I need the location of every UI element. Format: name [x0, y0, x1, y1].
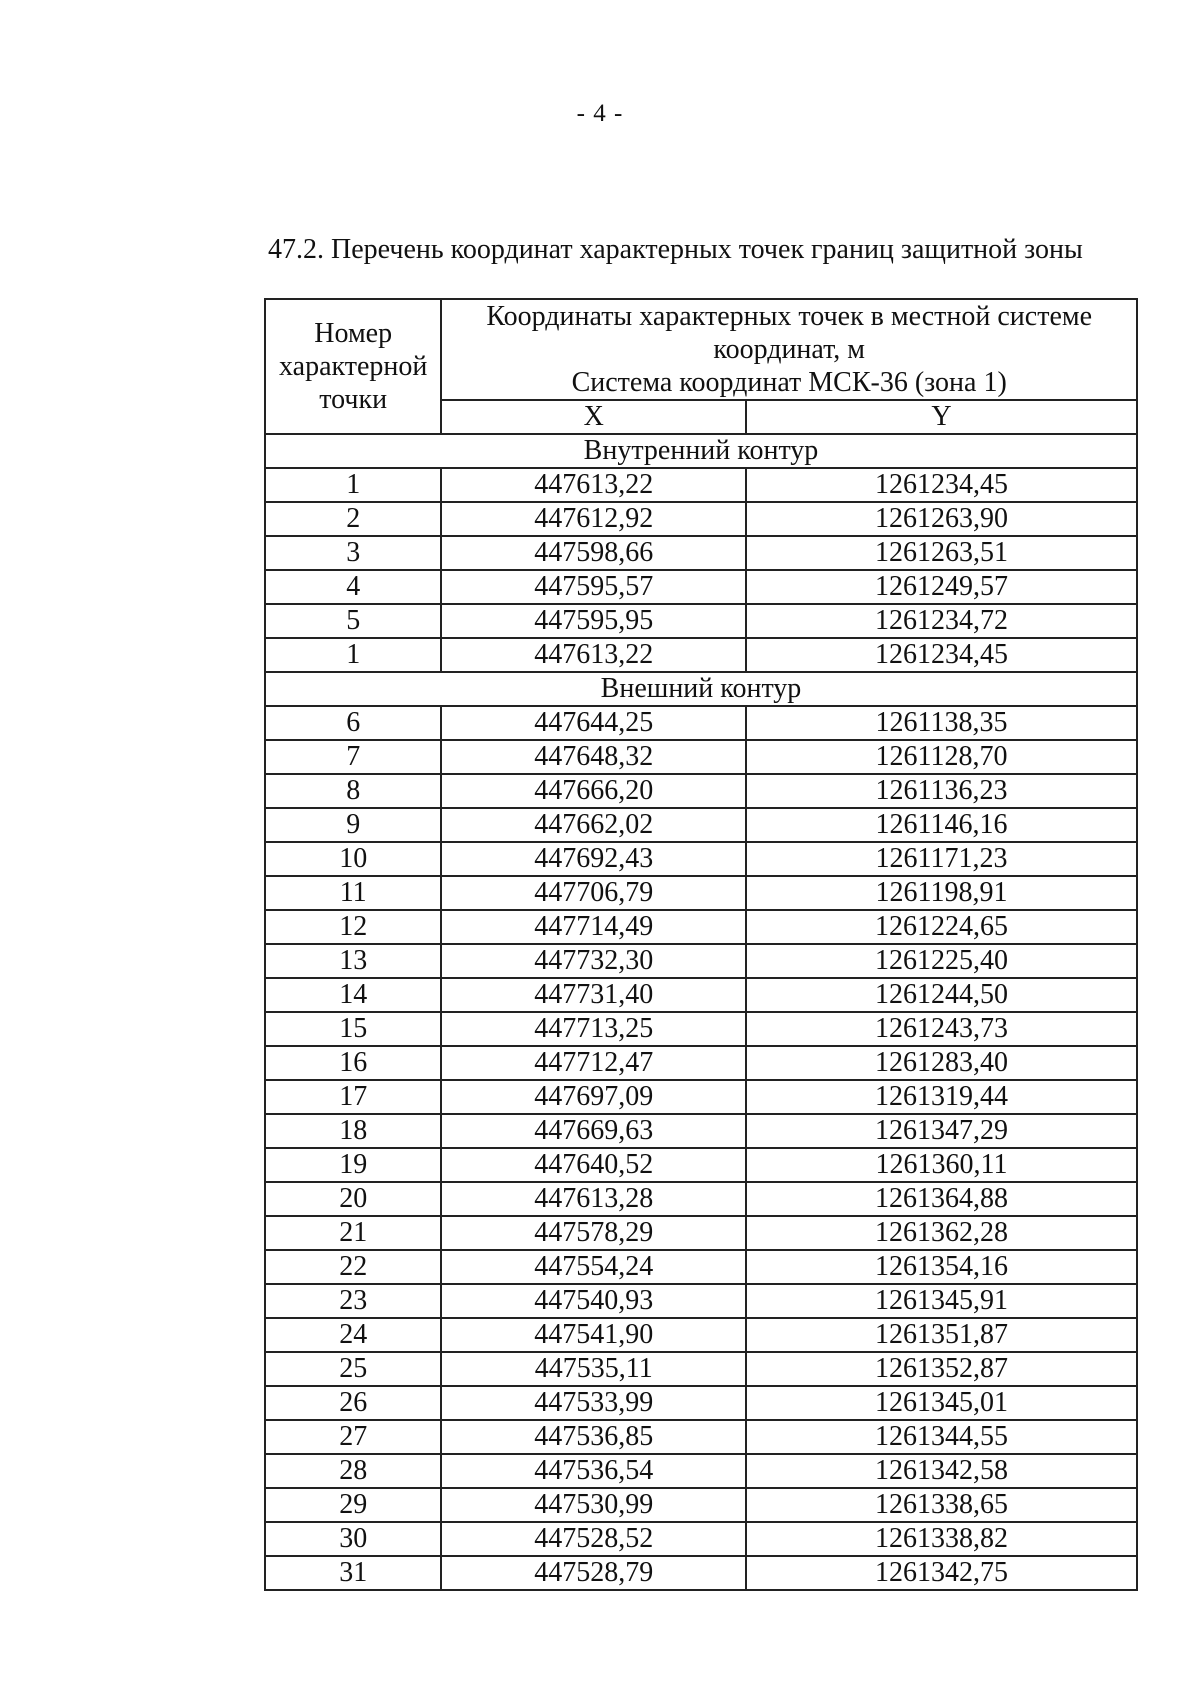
x-coordinate-cell: 447578,29: [441, 1216, 746, 1250]
x-coordinate-cell: 447595,57: [441, 570, 746, 604]
point-number-cell: 20: [265, 1182, 441, 1216]
x-coordinate-cell: 447541,90: [441, 1318, 746, 1352]
x-coordinate-cell: 447528,79: [441, 1556, 746, 1590]
y-coordinate-cell: 1261198,91: [746, 876, 1137, 910]
point-number-cell: 29: [265, 1488, 441, 1522]
x-coordinate-cell: 447613,22: [441, 468, 746, 502]
y-coordinate-cell: 1261136,23: [746, 774, 1137, 808]
table-row: [265, 842, 1137, 876]
point-number-cell: 26: [265, 1386, 441, 1420]
table-row: [265, 808, 1137, 842]
point-number-cell: 13: [265, 944, 441, 978]
y-column-header: Y: [746, 400, 1137, 434]
point-number-cell: 1: [265, 468, 441, 502]
y-coordinate-cell: 1261263,90: [746, 502, 1137, 536]
page-number: - 4 -: [576, 100, 624, 127]
table-row: [265, 1080, 1137, 1114]
table-row: [265, 876, 1137, 910]
point-number-cell: 25: [265, 1352, 441, 1386]
table-row: [265, 910, 1137, 944]
x-coordinate-cell: 447669,63: [441, 1114, 746, 1148]
point-number-cell: 15: [265, 1012, 441, 1046]
y-coordinate-cell: 1261171,23: [746, 842, 1137, 876]
point-number-cell: 19: [265, 1148, 441, 1182]
x-coordinate-cell: 447712,47: [441, 1046, 746, 1080]
point-number-header-line: Номер: [314, 318, 393, 349]
point-number-cell: 18: [265, 1114, 441, 1148]
y-coordinate-cell: 1261319,44: [746, 1080, 1137, 1114]
x-coordinate-cell: 447666,20: [441, 774, 746, 808]
table-row: [265, 774, 1137, 808]
coordinates-header-line: Координаты характерных точек в местной системе: [486, 301, 1093, 332]
point-number-cell: 23: [265, 1284, 441, 1318]
x-coordinate-cell: 447714,49: [441, 910, 746, 944]
y-coordinate-cell: 1261360,11: [746, 1148, 1137, 1182]
y-coordinate-cell: 1261234,45: [746, 468, 1137, 502]
table-row: [265, 468, 1137, 502]
y-coordinate-cell: 1261342,75: [746, 1556, 1137, 1590]
point-number-cell: 28: [265, 1454, 441, 1488]
x-coordinate-cell: 447662,02: [441, 808, 746, 842]
table-row: [265, 1454, 1137, 1488]
point-number-cell: 30: [265, 1522, 441, 1556]
y-coordinate-cell: 1261347,29: [746, 1114, 1137, 1148]
point-number-cell: 10: [265, 842, 441, 876]
x-coordinate-cell: 447731,40: [441, 978, 746, 1012]
table-row: [265, 1012, 1137, 1046]
x-coordinate-cell: 447692,43: [441, 842, 746, 876]
x-coordinate-cell: 447595,95: [441, 604, 746, 638]
y-coordinate-cell: 1261249,57: [746, 570, 1137, 604]
table-row: [265, 1148, 1137, 1182]
x-coordinate-cell: 447554,24: [441, 1250, 746, 1284]
table-row: [265, 1318, 1137, 1352]
table-row: [265, 536, 1137, 570]
table-row: [265, 1114, 1137, 1148]
section-row: [265, 434, 1137, 468]
table-row: [265, 638, 1137, 672]
y-coordinate-cell: 1261234,72: [746, 604, 1137, 638]
point-number-cell: 7: [265, 740, 441, 774]
point-number-cell: 3: [265, 536, 441, 570]
table-row: [265, 1046, 1137, 1080]
section-row: [265, 672, 1137, 706]
y-coordinate-cell: 1261283,40: [746, 1046, 1137, 1080]
y-coordinate-cell: 1261345,91: [746, 1284, 1137, 1318]
y-coordinate-cell: 1261138,35: [746, 706, 1137, 740]
x-coordinate-cell: 447530,99: [441, 1488, 746, 1522]
table-row: [265, 1250, 1137, 1284]
point-number-cell: 22: [265, 1250, 441, 1284]
x-column-header: X: [441, 400, 746, 434]
table-row: [265, 570, 1137, 604]
point-number-cell: 12: [265, 910, 441, 944]
table-row: [265, 1556, 1137, 1590]
x-coordinate-cell: 447732,30: [441, 944, 746, 978]
table-row: [265, 1284, 1137, 1318]
point-number-cell: 17: [265, 1080, 441, 1114]
x-coordinate-cell: 447612,92: [441, 502, 746, 536]
point-number-cell: 4: [265, 570, 441, 604]
x-coordinate-cell: 447640,52: [441, 1148, 746, 1182]
x-coordinate-cell: 447706,79: [441, 876, 746, 910]
section-title: Внутренний контур: [265, 434, 1137, 468]
table-row: [265, 706, 1137, 740]
y-coordinate-cell: 1261352,87: [746, 1352, 1137, 1386]
y-coordinate-cell: 1261244,50: [746, 978, 1137, 1012]
coordinates-table: [264, 298, 1138, 1591]
y-coordinate-cell: 1261234,45: [746, 638, 1137, 672]
y-coordinate-cell: 1261364,88: [746, 1182, 1137, 1216]
point-number-cell: 16: [265, 1046, 441, 1080]
y-coordinate-cell: 1261338,65: [746, 1488, 1137, 1522]
y-coordinate-cell: 1261344,55: [746, 1420, 1137, 1454]
point-number-cell: 8: [265, 774, 441, 808]
point-number-header-line: характерной: [279, 351, 428, 382]
x-coordinate-cell: 447613,28: [441, 1182, 746, 1216]
table-row: [265, 502, 1137, 536]
point-number-cell: 31: [265, 1556, 441, 1590]
point-number-cell: 1: [265, 638, 441, 672]
y-coordinate-cell: 1261354,16: [746, 1250, 1137, 1284]
y-coordinate-cell: 1261362,28: [746, 1216, 1137, 1250]
point-number-cell: 27: [265, 1420, 441, 1454]
point-number-cell: 2: [265, 502, 441, 536]
x-coordinate-cell: 447644,25: [441, 706, 746, 740]
x-coordinate-cell: 447713,25: [441, 1012, 746, 1046]
coordinates-header: [441, 299, 1137, 400]
y-coordinate-cell: 1261146,16: [746, 808, 1137, 842]
y-coordinate-cell: 1261342,58: [746, 1454, 1137, 1488]
table-row: [265, 604, 1137, 638]
table-row: [265, 1216, 1137, 1250]
table-row: [265, 944, 1137, 978]
x-coordinate-cell: 447697,09: [441, 1080, 746, 1114]
x-coordinate-cell: 447535,11: [441, 1352, 746, 1386]
x-coordinate-cell: 447533,99: [441, 1386, 746, 1420]
table-body: [265, 434, 1137, 1590]
table-heading: 47.2. Перечень координат характерных точек границ защитной зоны: [268, 234, 1083, 265]
y-coordinate-cell: 1261338,82: [746, 1522, 1137, 1556]
y-coordinate-cell: 1261243,73: [746, 1012, 1137, 1046]
x-coordinate-cell: 447613,22: [441, 638, 746, 672]
x-coordinate-cell: 447540,93: [441, 1284, 746, 1318]
y-coordinate-cell: 1261351,87: [746, 1318, 1137, 1352]
table-row: [265, 740, 1137, 774]
x-coordinate-cell: 447648,32: [441, 740, 746, 774]
y-coordinate-cell: 1261224,65: [746, 910, 1137, 944]
table-row: [265, 1386, 1137, 1420]
point-number-cell: 11: [265, 876, 441, 910]
point-number-cell: 24: [265, 1318, 441, 1352]
point-number-header-line: точки: [319, 384, 388, 415]
table-row: [265, 1488, 1137, 1522]
table-row: [265, 1352, 1137, 1386]
table-row: [265, 1182, 1137, 1216]
coordinates-header-line: Система координат МСК-36 (зона 1): [571, 367, 1007, 398]
y-coordinate-cell: 1261128,70: [746, 740, 1137, 774]
table-row: [265, 1420, 1137, 1454]
point-number-header: [265, 299, 441, 434]
x-coordinate-cell: 447528,52: [441, 1522, 746, 1556]
point-number-cell: 5: [265, 604, 441, 638]
point-number-cell: 21: [265, 1216, 441, 1250]
x-coordinate-cell: 447536,85: [441, 1420, 746, 1454]
section-title: Внешний контур: [265, 672, 1137, 706]
table-row: [265, 1522, 1137, 1556]
x-coordinate-cell: 447536,54: [441, 1454, 746, 1488]
table-row: [265, 978, 1137, 1012]
point-number-cell: 14: [265, 978, 441, 1012]
y-coordinate-cell: 1261263,51: [746, 536, 1137, 570]
coordinates-header-line: координат, м: [713, 334, 865, 365]
x-coordinate-cell: 447598,66: [441, 536, 746, 570]
point-number-cell: 6: [265, 706, 441, 740]
y-coordinate-cell: 1261345,01: [746, 1386, 1137, 1420]
point-number-cell: 9: [265, 808, 441, 842]
y-coordinate-cell: 1261225,40: [746, 944, 1137, 978]
